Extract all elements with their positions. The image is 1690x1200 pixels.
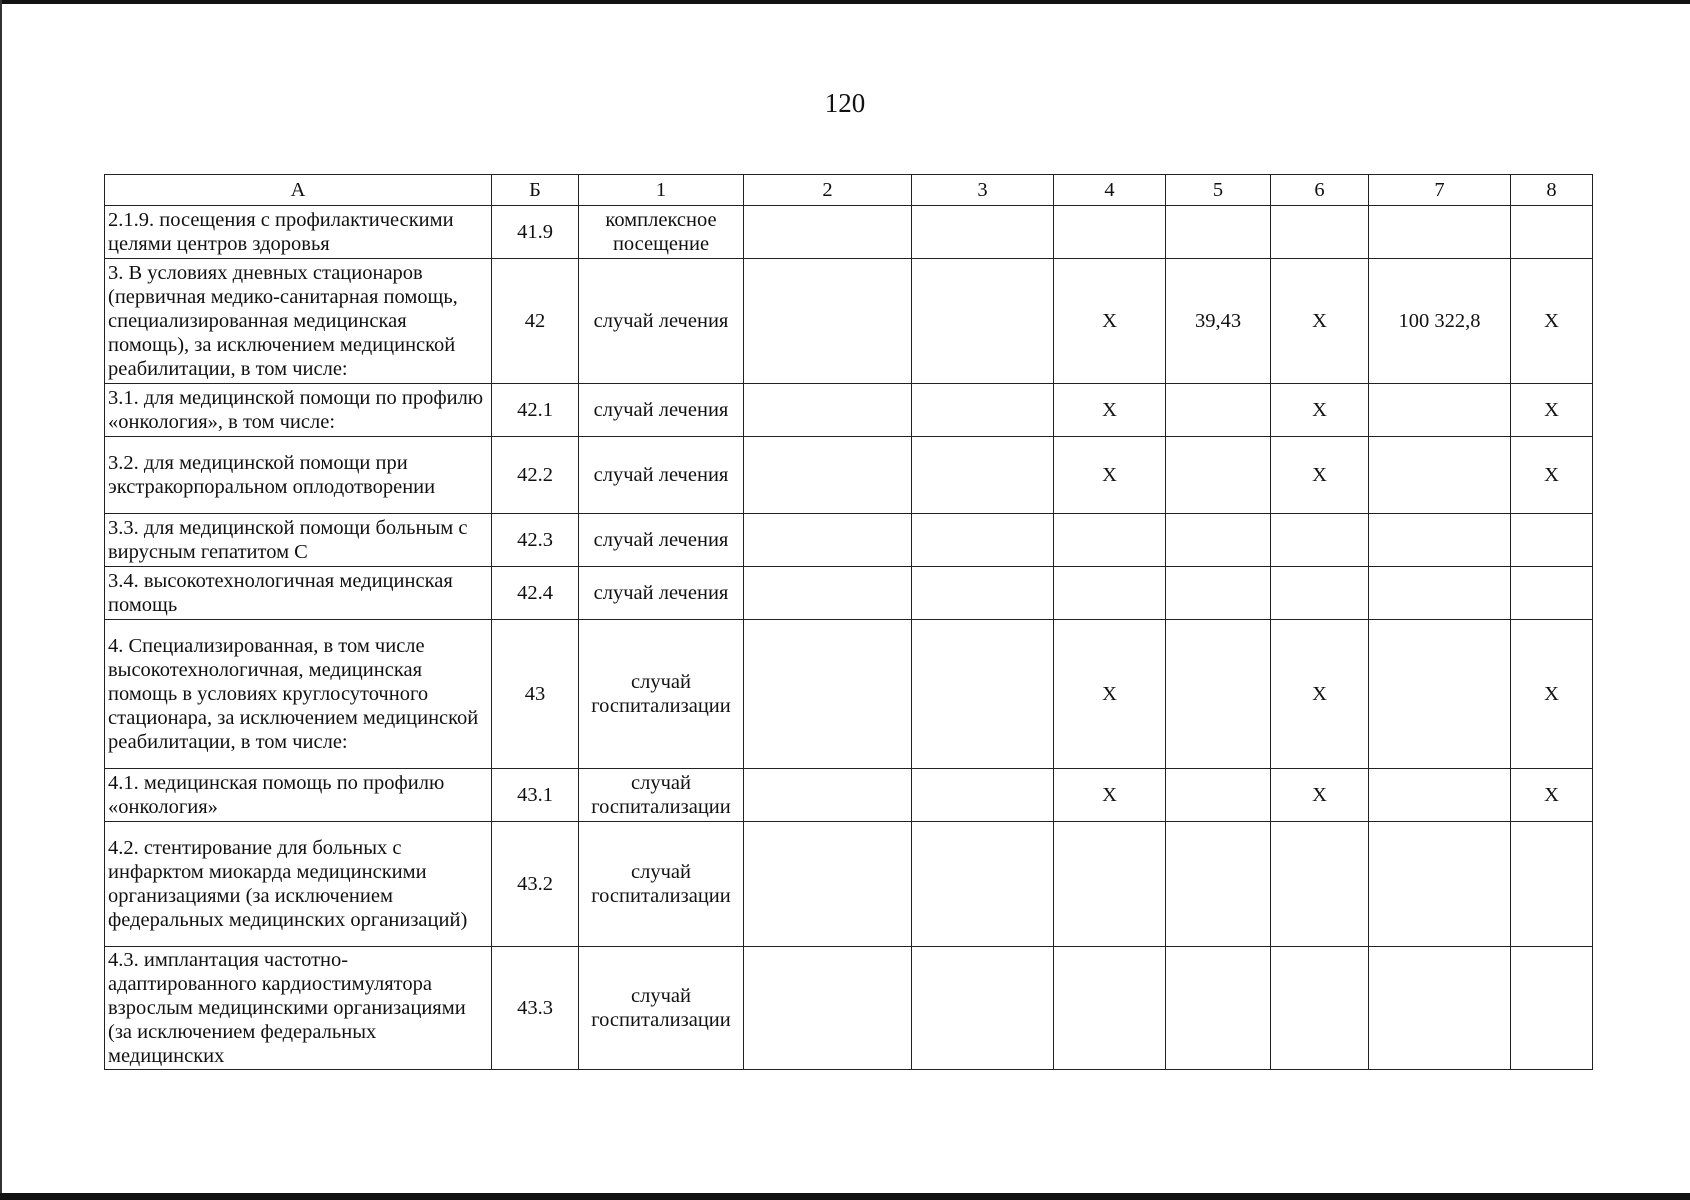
row-label: 4.3. имплантация частотно-адаптированного кардиостимулятора взрослым медицинскими организациями (за исключением федеральных медицинских — [105, 947, 492, 1070]
row-code: 43.1 — [492, 769, 579, 822]
value-cell-col-5 — [1271, 567, 1369, 620]
value-cell-col-1 — [744, 822, 912, 947]
table-row — [105, 567, 1593, 620]
page-number: 120 — [824, 88, 866, 118]
row-code: 43.2 — [492, 822, 579, 947]
value-cell-col-7: X — [1511, 437, 1593, 514]
value-cell-col-4: 39,43 — [1166, 259, 1271, 384]
header-cell: 4 — [1054, 175, 1166, 206]
value-cell-col-5 — [1271, 514, 1369, 567]
value-cell-col-5: X — [1271, 384, 1369, 437]
value-cell-col-2 — [912, 437, 1054, 514]
value-cell-col-2 — [912, 620, 1054, 769]
value-cell-col-7 — [1511, 514, 1593, 567]
row-unit: случай госпитализации — [579, 620, 744, 769]
row-label: 3.4. высокотехнологичная медицинская помощь — [105, 567, 492, 620]
row-code: 43.3 — [492, 947, 579, 1070]
row-unit: случай госпитализации — [579, 947, 744, 1070]
value-cell-col-4 — [1166, 620, 1271, 769]
value-cell-col-3: X — [1054, 620, 1166, 769]
value-cell-col-5 — [1271, 947, 1369, 1070]
row-code: 42.3 — [492, 514, 579, 567]
header-cell: 3 — [912, 175, 1054, 206]
value-cell-col-2 — [912, 947, 1054, 1070]
row-label: 4.1. медицинская помощь по профилю «онкология» — [105, 769, 492, 822]
value-cell-col-7: X — [1511, 384, 1593, 437]
value-cell-col-3 — [1054, 822, 1166, 947]
value-cell-col-1 — [744, 769, 912, 822]
value-cell-col-1 — [744, 437, 912, 514]
row-unit: случай госпитализации — [579, 822, 744, 947]
table-row — [105, 514, 1593, 567]
value-cell-col-6 — [1369, 206, 1511, 259]
row-label: 3.2. для медицинской помощи при экстракорпоральном оплодотворении — [105, 437, 492, 514]
table-row — [105, 259, 1593, 384]
value-cell-col-2 — [912, 384, 1054, 437]
value-cell-col-1 — [744, 514, 912, 567]
table-row — [105, 769, 1593, 822]
value-cell-col-1 — [744, 206, 912, 259]
row-unit: случай госпитализации — [579, 769, 744, 822]
row-label: 3. В условиях дневных стационаров (первичная медико-санитарная помощь, специализированная медицинская помощь), за исключением медицинской реабилитации, в том числе: — [105, 259, 492, 384]
value-cell-col-2 — [912, 822, 1054, 947]
value-cell-col-2 — [912, 769, 1054, 822]
header-cell: Б — [492, 175, 579, 206]
row-unit: случай лечения — [579, 437, 744, 514]
value-cell-col-3 — [1054, 514, 1166, 567]
value-cell-col-1 — [744, 259, 912, 384]
value-cell-col-1 — [744, 384, 912, 437]
value-cell-col-2 — [912, 567, 1054, 620]
value-cell-col-3: X — [1054, 769, 1166, 822]
value-cell-col-4 — [1166, 437, 1271, 514]
header-cell: 2 — [744, 175, 912, 206]
value-cell-col-3 — [1054, 567, 1166, 620]
table-row — [105, 822, 1593, 947]
row-code: 42.2 — [492, 437, 579, 514]
value-cell-col-7 — [1511, 822, 1593, 947]
row-code: 42.4 — [492, 567, 579, 620]
row-unit: случай лечения — [579, 514, 744, 567]
header-cell: 5 — [1166, 175, 1271, 206]
value-cell-col-3: X — [1054, 437, 1166, 514]
value-cell-col-4 — [1166, 206, 1271, 259]
value-cell-col-6 — [1369, 769, 1511, 822]
value-cell-col-7 — [1511, 947, 1593, 1070]
row-code: 41.9 — [492, 206, 579, 259]
row-unit: случай лечения — [579, 384, 744, 437]
value-cell-col-1 — [744, 620, 912, 769]
value-cell-col-7 — [1511, 206, 1593, 259]
value-cell-col-6 — [1369, 437, 1511, 514]
value-cell-col-6 — [1369, 822, 1511, 947]
table-row — [105, 206, 1593, 259]
value-cell-col-5: X — [1271, 769, 1369, 822]
value-cell-col-5: X — [1271, 437, 1369, 514]
value-cell-col-4 — [1166, 514, 1271, 567]
value-cell-col-3: X — [1054, 384, 1166, 437]
header-cell: А — [105, 175, 492, 206]
value-cell-col-5 — [1271, 206, 1369, 259]
row-label: 4.2. стентирование для больных с инфарктом миокарда медицинскими организациями (за исключением федеральных медицинских организаций) — [105, 822, 492, 947]
value-cell-col-4 — [1166, 769, 1271, 822]
table-row — [105, 620, 1593, 769]
row-code: 43 — [492, 620, 579, 769]
value-cell-col-7: X — [1511, 259, 1593, 384]
value-cell-col-7 — [1511, 567, 1593, 620]
value-cell-col-6 — [1369, 384, 1511, 437]
row-unit: комплексное посещение — [579, 206, 744, 259]
table-row — [105, 437, 1593, 514]
value-cell-col-7: X — [1511, 620, 1593, 769]
value-cell-col-4 — [1166, 822, 1271, 947]
value-cell-col-6 — [1369, 567, 1511, 620]
row-unit: случай лечения — [579, 567, 744, 620]
value-cell-col-3 — [1054, 947, 1166, 1070]
table-row — [105, 384, 1593, 437]
value-cell-col-6 — [1369, 620, 1511, 769]
row-code: 42 — [492, 259, 579, 384]
header-cell: 6 — [1271, 175, 1369, 206]
value-cell-col-1 — [744, 567, 912, 620]
header-row — [105, 175, 1593, 206]
row-unit: случай лечения — [579, 259, 744, 384]
value-cell-col-6 — [1369, 947, 1511, 1070]
row-label: 4. Специализированная, в том числе высокотехнологичная, медицинская помощь в условиях круглосуточного стационара, за исключением медицинской реабилитации, в том числе: — [105, 620, 492, 769]
value-cell-col-7: X — [1511, 769, 1593, 822]
value-cell-col-4 — [1166, 947, 1271, 1070]
table-row — [105, 947, 1593, 1070]
value-cell-col-2 — [912, 514, 1054, 567]
header-cell: 1 — [579, 175, 744, 206]
header-cell: 8 — [1511, 175, 1593, 206]
value-cell-col-3: X — [1054, 259, 1166, 384]
header-cell: 7 — [1369, 175, 1511, 206]
data-table — [104, 174, 1593, 1070]
value-cell-col-1 — [744, 947, 912, 1070]
row-label: 2.1.9. посещения с профилактическими целями центров здоровья — [105, 206, 492, 259]
value-cell-col-5: X — [1271, 259, 1369, 384]
row-label: 3.1. для медицинской помощи по профилю «онкология», в том числе: — [105, 384, 492, 437]
row-label: 3.3. для медицинской помощи больным с вирусным гепатитом С — [105, 514, 492, 567]
scan-left-edge — [0, 0, 2, 1200]
value-cell-col-2 — [912, 206, 1054, 259]
scan-bottom-edge — [0, 1193, 1690, 1200]
value-cell-col-6 — [1369, 514, 1511, 567]
value-cell-col-2 — [912, 259, 1054, 384]
scan-top-edge — [0, 0, 1690, 4]
value-cell-col-4 — [1166, 567, 1271, 620]
value-cell-col-3 — [1054, 206, 1166, 259]
row-code: 42.1 — [492, 384, 579, 437]
value-cell-col-6: 100 322,8 — [1369, 259, 1511, 384]
value-cell-col-5: X — [1271, 620, 1369, 769]
value-cell-col-5 — [1271, 822, 1369, 947]
value-cell-col-4 — [1166, 384, 1271, 437]
